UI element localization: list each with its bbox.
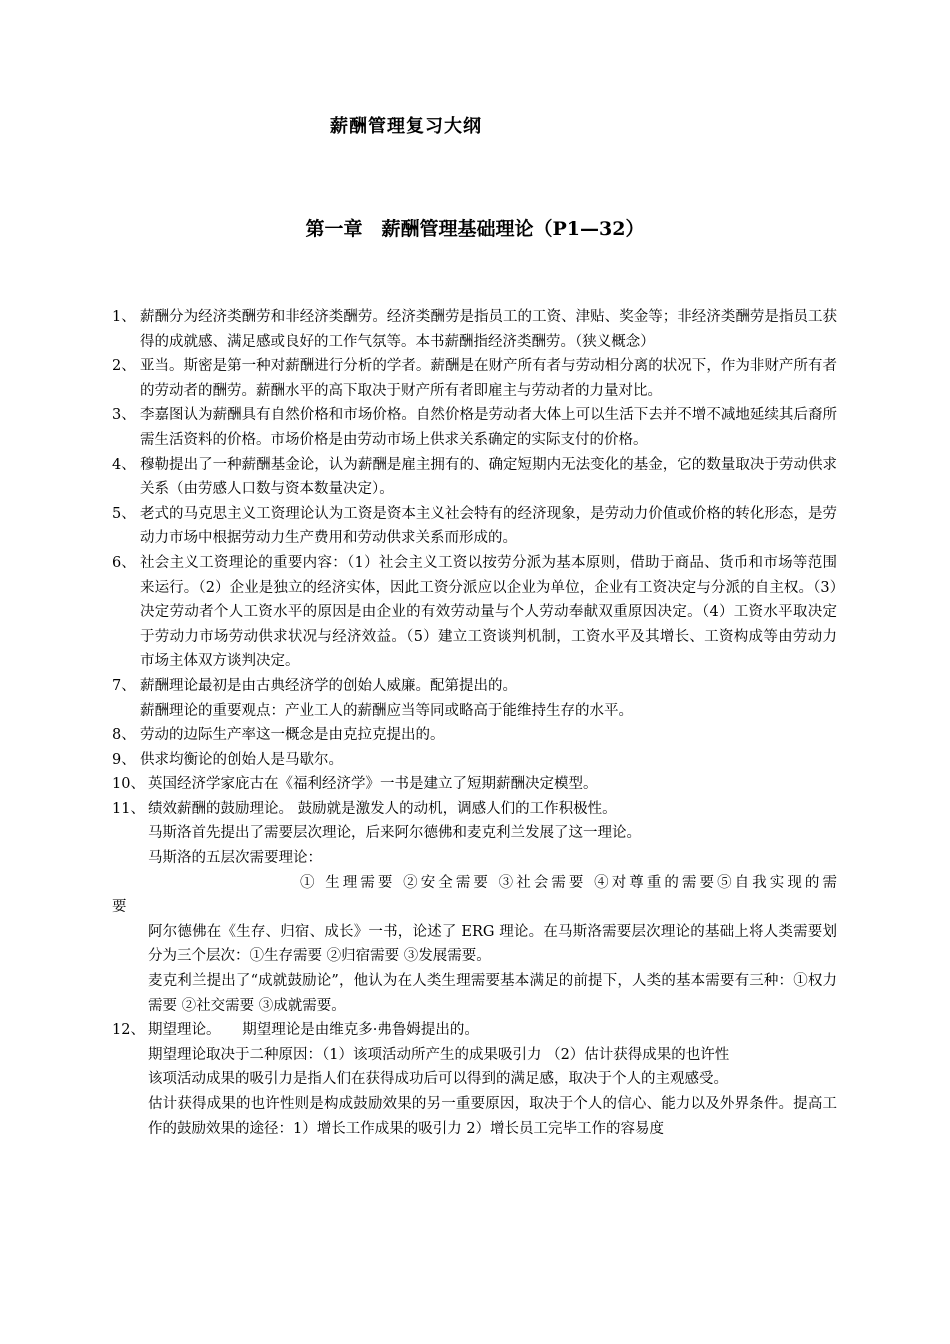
- list-item-8: [112, 723, 837, 748]
- erg-theory: 阿尔德佛在《生存、归宿、成长》一书，论述了 ERG 理论。在马斯洛需要层次理论的基础上将人类需要划分为三个层次：①生存需要 ②归宿需要 ③发展需要。: [148, 923, 837, 965]
- chapter-title: 第一章 薪酬管理基础理论（P1—32）: [305, 218, 645, 240]
- item-number: 11、: [112, 800, 145, 817]
- item-number: 5、: [112, 505, 136, 522]
- item-number: 9、: [112, 751, 136, 768]
- item-number: 8、: [112, 727, 136, 744]
- item-text: 薪酬分为经济类酬劳和非经济类酬劳。经济类酬劳是指员工的工资、津贴、奖金等；非经济类酬劳是指员工获得的成就感、满足感或良好的工作气氛等。本书薪酬指经济类酬劳。（狭义概念）: [140, 309, 837, 350]
- item-text: 亚当。斯密是第一种对薪酬进行分析的学者。薪酬是在财产所有者与劳动相分离的状况下，作为非财产所有者的劳动者的酬劳。薪酬水平的高下取决于财产所有者即雇主与劳动者的力量对比。: [140, 358, 837, 399]
- list-item-2: [112, 354, 837, 403]
- item-text: 老式的马克思主义工资理论认为工资是资本主义社会特有的经济现象，是劳动力价值或价格的转化形态，是劳动力市场中根据劳动力生产费用和劳动供求关系而形成的。: [140, 505, 837, 547]
- item-text: 英国经济学家庇古在《福利经济学》一书是建立了短期薪酬决定模型。: [148, 776, 598, 793]
- item-text: 供求均衡论的创始人是马歇尔。: [140, 751, 343, 768]
- item-number: 10、: [112, 776, 145, 793]
- list-item-12: [112, 1018, 837, 1043]
- maslow-needs-list: ① 生理需要 ②安全需要 ③社会需要 ④对尊重的需要⑤自我实现的需: [300, 874, 837, 891]
- item-number: 4、: [112, 456, 136, 473]
- item-text: 薪酬理论最初是由古典经济学的创始人威廉。配第提出的。: [140, 677, 517, 694]
- item-text: 穆勒提出了一种薪酬基金论，认为薪酬是雇主拥有的、确定短期内无法变化的基金，它的数量取决于劳动供求关系（由劳感人口数与资本数量决定）。: [140, 456, 837, 498]
- mcclelland-theory: 麦克利兰提出了“成就鼓励论”，他认为在人类生理需要基本满足的前提下，人类的基本需要有三种：①权力需要 ②社交需要 ③成就需要。: [148, 973, 837, 1014]
- item-number: 12、: [112, 1022, 145, 1039]
- expectancy-attraction: 该项活动成果的吸引力是指人们在获得成功后可以得到的满足感，取决于个人的主观感受。: [148, 1071, 728, 1088]
- item-text: 李嘉图认为薪酬具有自然价格和市场价格。自然价格是劳动者大体上可以生活下去并不增不减地延续其后裔所需生活资料的价格。市场价格是由劳动市场上供求关系确定的实际支付的价格。: [140, 407, 837, 448]
- maslow-needs-tail: 要: [112, 899, 127, 916]
- list-item-7: [112, 674, 837, 699]
- item-number: 1、: [112, 309, 136, 325]
- expectancy-probability: 估计获得成果的也许性则是构成鼓励效果的另一重要原因，取决于个人的信心、能力以及外界条件。提高工作的鼓励效果的途径：1）增长工作成果的吸引力 2）增长员工完毕工作的容易度: [148, 1096, 837, 1137]
- maslow-intro: 马斯洛首先提出了需要层次理论，后来阿尔德佛和麦克利兰发展了这一理论。: [148, 825, 641, 842]
- list-item-1: [112, 305, 837, 354]
- item-number: 3、: [112, 407, 136, 424]
- list-item-10: [112, 772, 837, 797]
- document-body: [112, 305, 837, 1141]
- list-item-4: [112, 453, 837, 502]
- list-item-3: [112, 403, 837, 452]
- item-text: 劳动的边际生产率这一概念是由克拉克提出的。: [140, 727, 445, 744]
- document-title: 薪酬管理复习大纲: [330, 116, 482, 137]
- list-item-6: [112, 551, 837, 674]
- item-number: 6、: [112, 554, 136, 571]
- list-item-5: [112, 502, 837, 551]
- expectancy-factors: 期望理论取决于二种原因：（1）该项活动所产生的成果吸引力 （2）估计获得成果的也许性: [148, 1046, 730, 1063]
- item-number: 2、: [112, 358, 136, 375]
- list-item-9: [112, 748, 837, 773]
- item-7-sub-paragraph: 薪酬理论的重要观点：产业工人的薪酬应当等同或略高于能维持生存的水平。: [140, 702, 633, 719]
- item-number: 7、: [112, 677, 136, 694]
- list-item-11: [112, 797, 837, 822]
- item-text: 社会主义工资理论的重要内容：（1）社会主义工资以按劳分派为基本原则，借助于商品、货币和市场等范围来运行。（2）企业是独立的经济实体，因此工资分派应以企业为单位，企业有工资决定与分派的自主权。（3）决定劳动者个人工资水平的原因是由企业的有效劳动量与个人劳动奉献双重原因决定。（4）工资水平取决定于劳动力市场劳动供求状况与经济效益。（5）建立工资谈判机制，工资水平及其增长、工资构成等由劳动力市场主体双方谈判决定。: [140, 554, 837, 670]
- maslow-label: 马斯洛的五层次需要理论：: [148, 850, 322, 867]
- item-text: 期望理论。 期望理论是由维克多·弗鲁姆提出的。: [148, 1022, 479, 1039]
- item-text: 绩效薪酬的鼓励理论。 鼓励就是激发人的动机，调感人们的工作积极性。: [148, 800, 617, 817]
